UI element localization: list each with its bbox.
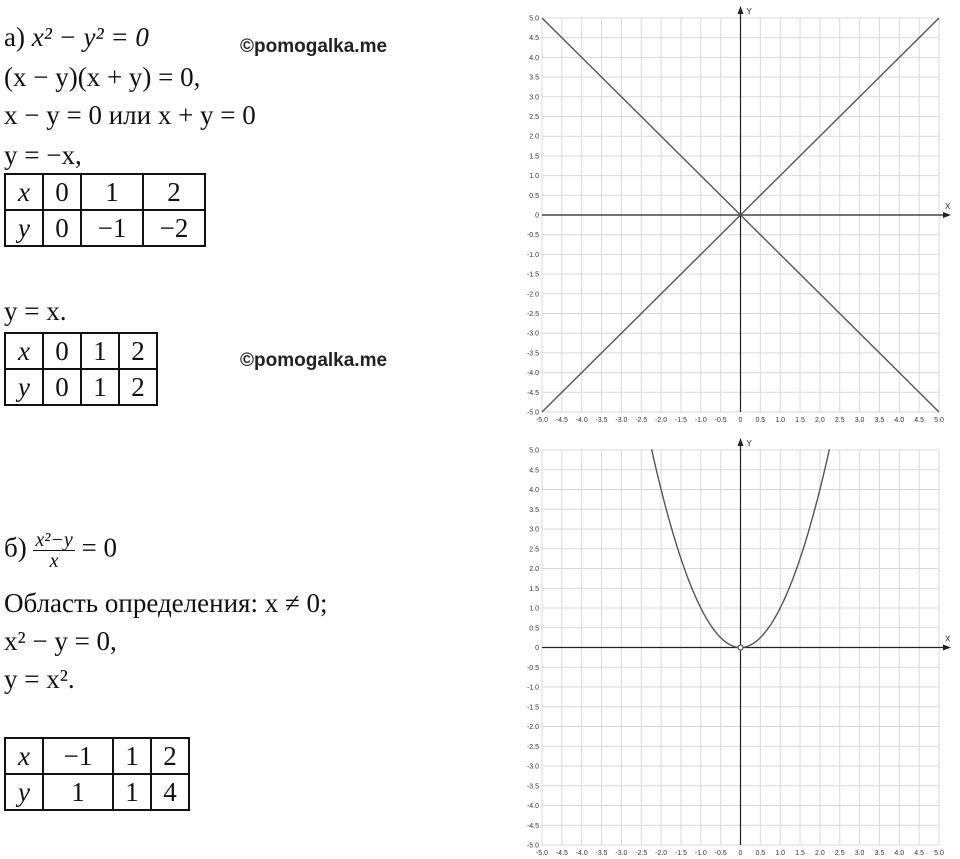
x-tick-label: -4.0: [575, 417, 588, 424]
x-tick-label: 2.5: [834, 417, 845, 424]
x-tick-label: 0: [738, 850, 743, 857]
y-tick-label: -1.5: [526, 704, 539, 712]
y-tick-label: -4.5: [526, 389, 539, 397]
x-tick-label: 5.0: [934, 417, 944, 424]
table-cell: 2: [143, 174, 205, 210]
x-tick-label: -0.5: [714, 417, 727, 424]
value-table-pos: [4, 332, 158, 406]
table-header-x: x: [5, 738, 43, 774]
y-tick-label: 4.0: [529, 54, 539, 62]
part-a-line5: y = x.: [4, 296, 67, 326]
fraction: [33, 530, 74, 571]
x-tick-label: 1.0: [775, 850, 786, 857]
table-cell: 1: [81, 174, 143, 210]
table-cell: 1: [43, 774, 113, 810]
x-axis-arrow-icon: [943, 645, 951, 651]
x-tick-label: -3.0: [615, 850, 628, 857]
x-tick-label: 1.0: [775, 417, 786, 424]
y-tick-label: -4.0: [526, 370, 539, 378]
y-tick-label: -4.5: [526, 822, 539, 830]
y-tick-label: 3.0: [529, 526, 539, 534]
x-tick-label: -2.0: [655, 850, 668, 857]
y-tick-label: -4.0: [526, 803, 539, 810]
y-tick-label: 2.0: [529, 133, 539, 141]
y-tick-label: 4.0: [529, 487, 539, 494]
table-cell: −1: [43, 738, 113, 774]
y-tick-label: 4.5: [529, 467, 539, 475]
table-cell: −1: [81, 210, 143, 246]
x-tick-label: 4.0: [894, 417, 905, 424]
y-tick-label: 2.0: [529, 566, 539, 573]
x-tick-label: 5.0: [934, 850, 944, 857]
y-axis-label: Y: [746, 439, 752, 448]
x-tick-label: 3.0: [854, 417, 865, 424]
x-tick-label: -4.5: [555, 417, 568, 424]
table-cell: 2: [119, 333, 157, 369]
y-tick-label: -2.0: [526, 724, 539, 731]
x-tick-label: -1.5: [674, 417, 687, 424]
y-tick-label: 4.5: [529, 35, 539, 43]
part-b-eq-tail: = 0: [81, 532, 117, 563]
y-axis-arrow-icon: [738, 6, 744, 14]
x-axis-label: X: [945, 634, 951, 644]
y-tick-label: 1.5: [529, 153, 539, 161]
table-cell: 1: [81, 333, 119, 369]
y-tick-label: -3.0: [526, 330, 539, 338]
x-tick-label: 2.5: [834, 850, 845, 857]
part-b-line3: x² − y = 0,: [4, 626, 117, 656]
y-tick-label: 3.5: [529, 74, 539, 82]
y-tick-label: -0.5: [526, 232, 539, 240]
table-header-x: x: [5, 174, 43, 210]
part-b-line2: Область определения: x ≠ 0;: [4, 588, 328, 618]
part-a-line4: y = −x,: [4, 140, 82, 170]
y-tick-label: 0.5: [529, 192, 539, 200]
y-tick-label: 0: [535, 645, 539, 652]
y-tick-label: 1.0: [529, 173, 539, 181]
x-tick-label: -3.5: [595, 417, 608, 424]
x-tick-label: -5.0: [535, 417, 549, 424]
y-tick-label: 0: [535, 212, 539, 220]
watermark: ©pomogalka.me: [240, 350, 388, 371]
value-table-parabola: [4, 737, 190, 811]
table-cell: 0: [43, 210, 81, 246]
table-cell: 0: [43, 174, 81, 210]
part-a-line3: x − y = 0 или x + y = 0: [4, 100, 256, 130]
x-tick-label: -0.5: [714, 850, 727, 857]
x-tick-label: -4.0: [575, 850, 588, 857]
table-header-y: y: [5, 210, 43, 246]
y-tick-label: -3.5: [526, 783, 539, 791]
watermark: ©pomogalka.me: [240, 36, 388, 57]
open-point: [738, 645, 743, 650]
x-tick-label: 0: [738, 417, 743, 424]
x-tick-label: -2.5: [635, 850, 648, 857]
x-tick-label: 3.0: [854, 850, 865, 857]
y-axis-label: Y: [746, 7, 752, 16]
y-axis-arrow-icon: [738, 438, 744, 446]
part-a-line2: (x − y)(x + y) = 0,: [4, 62, 201, 92]
table-header-y: y: [5, 369, 43, 405]
y-tick-label: 0.5: [529, 625, 539, 633]
table-cell: 1: [113, 738, 151, 774]
x-tick-label: 0.5: [755, 417, 766, 424]
y-tick-label: -3.0: [526, 763, 539, 771]
y-tick-label: 2.5: [529, 114, 539, 121]
part-b-label: б): [4, 532, 27, 563]
y-tick-label: -2.5: [526, 311, 539, 318]
table-cell: 1: [81, 369, 119, 405]
table-cell: 1: [113, 774, 151, 810]
x-tick-label: -2.0: [655, 417, 668, 424]
x-tick-label: 4.5: [914, 850, 925, 857]
y-tick-label: 1.0: [529, 605, 539, 613]
table-cell: 2: [119, 369, 157, 405]
y-tick-label: -5.0: [526, 842, 539, 850]
y-tick-label: 5.0: [529, 15, 539, 23]
x-tick-label: 0.5: [755, 850, 766, 857]
y-tick-label: 3.0: [529, 94, 539, 102]
table-cell: 0: [43, 333, 81, 369]
y-tick-label: -2.0: [526, 291, 539, 299]
y-tick-label: -1.0: [526, 684, 539, 692]
x-tick-label: -1.0: [694, 417, 707, 424]
part-a-line1: x² − y² = 0: [31, 22, 149, 52]
y-tick-label: 3.5: [529, 506, 539, 514]
part-b-equation: [4, 530, 117, 571]
graph-lines: [505, 0, 960, 430]
fraction-denominator: x: [49, 550, 59, 572]
x-axis-label: X: [945, 202, 951, 211]
y-tick-label: -1.5: [526, 271, 539, 279]
table-cell: 4: [151, 774, 189, 810]
table-cell: 2: [151, 738, 189, 774]
value-table-neg: [4, 173, 206, 247]
x-tick-label: -3.0: [615, 417, 628, 424]
y-tick-label: 5.0: [529, 447, 539, 455]
x-tick-label: -1.0: [694, 850, 707, 857]
x-tick-label: 4.5: [914, 417, 925, 424]
x-tick-label: -3.5: [595, 850, 608, 857]
y-tick-label: -1.0: [526, 251, 539, 259]
x-tick-label: 4.0: [894, 850, 905, 857]
y-tick-label: 1.5: [529, 585, 539, 593]
table-cell: 0: [43, 369, 81, 405]
x-tick-label: -5.0: [535, 850, 549, 857]
table-header-x: x: [5, 333, 43, 369]
x-tick-label: 3.5: [874, 850, 885, 857]
x-tick-label: -1.5: [674, 850, 687, 857]
fraction-numerator: x²−y: [35, 529, 73, 551]
x-tick-label: 2.0: [815, 417, 825, 424]
x-tick-label: 2.0: [815, 850, 825, 857]
x-tick-label: 1.5: [795, 850, 805, 857]
x-tick-label: -2.5: [635, 417, 648, 424]
x-tick-label: 3.5: [874, 417, 885, 424]
part-a-equation: [4, 24, 149, 51]
graph-parabola: [505, 430, 960, 859]
part-b-line4: y = x².: [4, 664, 75, 694]
y-tick-label: 2.5: [529, 546, 539, 554]
y-tick-label: -2.5: [526, 743, 539, 751]
table-header-y: y: [5, 774, 43, 810]
x-axis-arrow-icon: [943, 212, 951, 218]
y-tick-label: -0.5: [526, 664, 539, 672]
table-cell: −2: [143, 210, 205, 246]
x-tick-label: 1.5: [795, 417, 805, 424]
y-tick-label: -5.0: [526, 409, 539, 417]
y-tick-label: -3.5: [526, 350, 539, 358]
x-tick-label: -4.5: [555, 850, 568, 857]
part-a-label: а): [4, 22, 25, 52]
